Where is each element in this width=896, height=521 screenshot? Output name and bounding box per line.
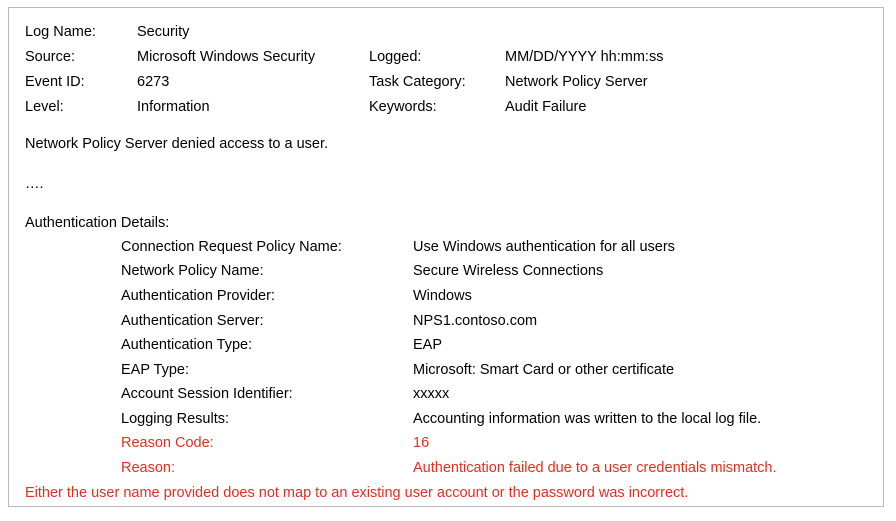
detail-indent bbox=[25, 286, 121, 307]
detail-value-logging-results: Accounting information was written to the local log file. bbox=[413, 410, 762, 427]
detail-label-authentication-type: Authentication Type: bbox=[121, 337, 253, 354]
detail-indent bbox=[25, 409, 121, 430]
detail-label-authentication-provider: Authentication Provider: bbox=[121, 287, 275, 304]
detail-label-logging-results: Logging Results: bbox=[121, 410, 230, 427]
task-category-value: Network Policy Server bbox=[505, 74, 648, 91]
detail-value-network-policy-name: Secure Wireless Connections bbox=[413, 263, 604, 280]
detail-label-connection-request-policy-name: Connection Request Policy Name: bbox=[121, 238, 342, 255]
level-label: Level: bbox=[25, 99, 64, 116]
source-value: Microsoft Windows Security bbox=[137, 49, 316, 66]
detail-indent bbox=[25, 311, 121, 332]
detail-label-network-policy-name: Network Policy Name: bbox=[121, 263, 264, 280]
detail-value-authentication-provider: Windows bbox=[413, 287, 472, 304]
task-category-label: Task Category: bbox=[369, 74, 466, 91]
detail-indent bbox=[25, 458, 121, 479]
detail-indent bbox=[25, 237, 121, 258]
detail-label-eap-type: EAP Type: bbox=[121, 361, 189, 378]
failure-explanation-note: Either the user name provided does not map to an existing user account or the password was incorrect. bbox=[25, 484, 689, 501]
authentication-details-title: Authentication Details: bbox=[25, 215, 170, 232]
event-summary-text: Network Policy Server denied access to a user. bbox=[25, 136, 329, 153]
source-label: Source: bbox=[25, 49, 75, 66]
detail-value-reason: Authentication failed due to a user credentials mismatch. bbox=[413, 459, 777, 476]
authentication-details-list bbox=[25, 237, 867, 479]
detail-label-authentication-server: Authentication Server: bbox=[121, 312, 264, 329]
log-name-value: Security bbox=[137, 24, 190, 40]
detail-value-account-session-identifier: xxxxx bbox=[413, 386, 450, 403]
keywords-label: Keywords: bbox=[369, 99, 437, 116]
log-name-label: Log Name: bbox=[25, 24, 96, 40]
level-value: Information bbox=[137, 99, 210, 116]
event-log-card bbox=[8, 7, 884, 507]
detail-indent bbox=[25, 384, 121, 405]
detail-value-authentication-type: EAP bbox=[413, 337, 443, 354]
event-header-fields bbox=[25, 22, 867, 118]
summary-ellipsis-spacer bbox=[25, 156, 867, 176]
detail-indent bbox=[25, 335, 121, 356]
detail-value-authentication-server: NPS1.contoso.com bbox=[413, 312, 538, 329]
detail-label-account-session-identifier: Account Session Identifier: bbox=[121, 386, 293, 403]
detail-value-reason-code: 16 bbox=[413, 435, 430, 452]
detail-value-connection-request-policy-name: Use Windows authentication for all users bbox=[413, 238, 675, 255]
detail-indent bbox=[25, 261, 121, 282]
event-id-value: 6273 bbox=[137, 74, 170, 91]
keywords-value: Audit Failure bbox=[505, 99, 587, 116]
truncation-ellipsis: …. bbox=[25, 175, 44, 192]
detail-value-eap-type: Microsoft: Smart Card or other certificate bbox=[413, 361, 675, 378]
event-id-label: Event ID: bbox=[25, 74, 85, 91]
detail-label-reason-code: Reason Code: bbox=[121, 435, 214, 452]
header-body-spacer bbox=[25, 118, 867, 134]
logged-value: MM/DD/YYYY hh:mm:ss bbox=[505, 49, 664, 66]
ellipsis-details-spacer bbox=[25, 193, 867, 213]
detail-indent bbox=[25, 433, 121, 454]
detail-label-reason: Reason: bbox=[121, 459, 176, 476]
logged-label: Logged: bbox=[369, 49, 422, 66]
detail-indent bbox=[25, 360, 121, 381]
